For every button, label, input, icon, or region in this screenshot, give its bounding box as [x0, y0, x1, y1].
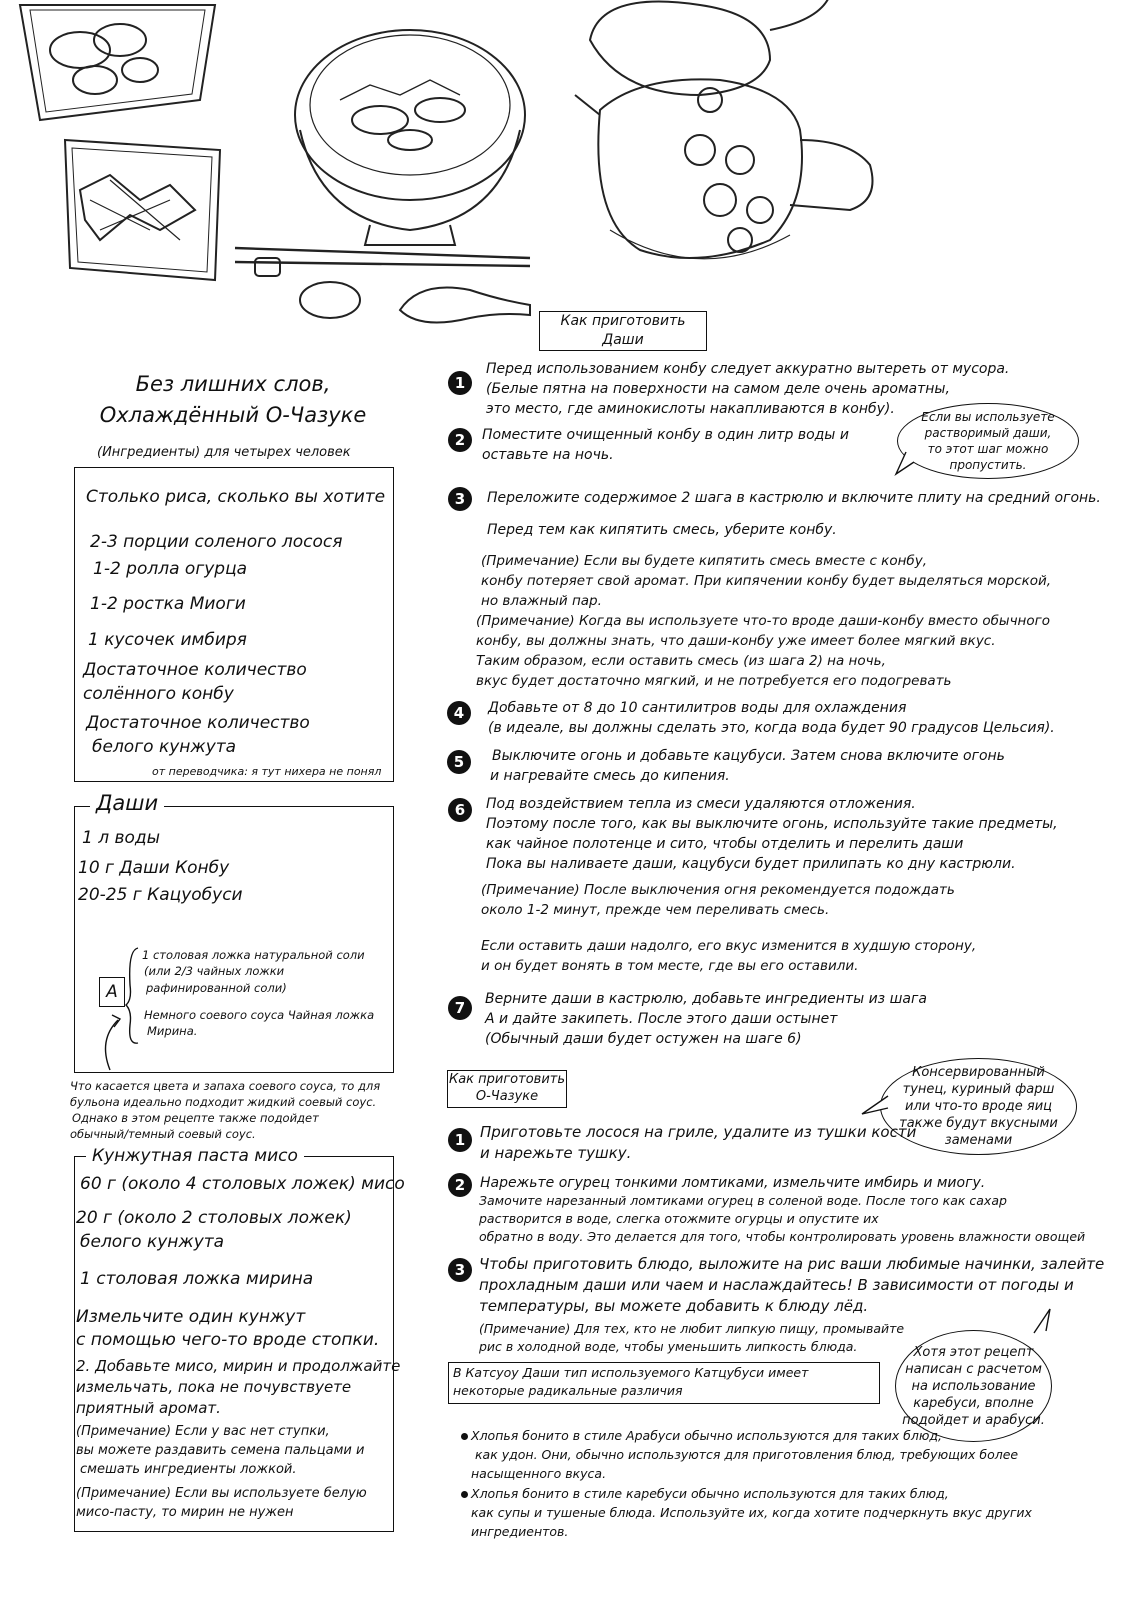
dashi-step3-note: конбу потеряет свой аромат. При кипячении конбу будет выделяться морской,	[481, 573, 1052, 589]
dashi-step7-line: Верните даши в кастрюлю, добавьте ингредиенты из шага	[485, 991, 927, 1007]
instant-dashi-bubble: Если вы используете растворимый даши, то этот шаг можно пропустить.	[897, 403, 1079, 479]
dashi-step2-line: Поместите очищенный конбу в один литр воды и	[482, 427, 849, 443]
sesame-line: приятный аромат.	[76, 1399, 221, 1417]
step-number-icon: 6	[448, 798, 472, 822]
dashi-step6-line: Поэтому после того, как вы выключите огонь, используйте такие предметы,	[486, 816, 1058, 832]
soy-note-line: Что касается цвета и запаха соевого соуса, то для	[70, 1079, 381, 1093]
step-number-icon: 2	[448, 428, 472, 452]
ingredient-item: солённого конбу	[83, 684, 234, 704]
chazuke-step3-note: (Примечание) Для тех, кто не любит липкую пищу, промывайте	[479, 1321, 905, 1336]
bullet-line: как удон. Они, обычно используются для приготовления блюд, требующих более	[475, 1447, 1019, 1462]
dashi-step6-line: Под воздействием тепла из смеси удаляются отложения.	[486, 796, 916, 812]
sesame-title: Кунжутная паста мисо	[86, 1146, 304, 1166]
chazuke-step3-line: температуры, вы можете добавить к блюду лёд.	[479, 1297, 869, 1315]
ingredient-item: 1-2 ростка Миоги	[90, 594, 246, 614]
bracket-arrow-icon	[90, 945, 150, 1075]
dashi-step6-note: около 1-2 минут, прежде чем переливать смесь.	[481, 902, 830, 918]
dashi-item: 1 л воды	[82, 828, 161, 848]
chazuke-step1-line: и нарежьте тушку.	[480, 1144, 632, 1162]
food-illustration	[0, 0, 1129, 335]
sesame-line: смешать ингредиенты ложкой.	[80, 1462, 297, 1477]
dashi-step3-note: конбу, вы должны знать, что даши-конбу уже имеет более мягкий вкус.	[476, 633, 996, 649]
dashi-step3-note: (Примечание) Если вы будете кипятить смесь вместе с конбу,	[481, 553, 928, 569]
chazuke-step2-line: растворится в воде, слегка отожмите огурцы и опустите их	[479, 1211, 879, 1226]
seasoning-line: рафинированной соли)	[146, 981, 287, 995]
dashi-step3-note: вкус будет достаточно мягкий, и не потребуется его подогревать	[476, 673, 952, 689]
sesame-line: 20 г (около 2 столовых ложек)	[76, 1208, 352, 1228]
dashi-item: 10 г Даши Конбу	[78, 858, 230, 878]
sesame-line: с помощью чего-то вроде стопки.	[76, 1330, 380, 1350]
step-number-icon: 2	[448, 1173, 472, 1197]
seasoning-line: (или 2/3 чайных ложки	[144, 964, 285, 978]
soy-note-line: Однако в этом рецепте также подойдет	[72, 1111, 319, 1125]
step-number-icon: 7	[448, 996, 472, 1020]
dashi-step7-line: А и дайте закипеть. После этого даши остынет	[485, 1011, 838, 1027]
sesame-line: вы можете раздавить семена пальцами и	[76, 1443, 365, 1458]
sesame-line: Измельчите один кунжут	[76, 1307, 306, 1327]
chazuke-howto-label: Как приготовить О-Чазуке	[447, 1070, 567, 1108]
dashi-step6-note: Если оставить даши надолго, его вкус изменится в худшую сторону,	[481, 938, 977, 954]
bubble-tail-icon	[1030, 1305, 1060, 1335]
sesame-line: 1 столовая ложка мирина	[80, 1269, 314, 1289]
ingredient-item: 2-3 порции соленого лосося	[90, 532, 343, 552]
dashi-howto-label: Как приготовить Даши	[539, 311, 707, 351]
chazuke-step2-line: обратно в воду. Это делается для того, чтобы контролировать уровень влажности овощей	[479, 1229, 1086, 1244]
dashi-step6-note: и он будет вонять в том месте, где вы его оставили.	[481, 958, 859, 974]
bullet-dot-icon	[461, 1491, 468, 1498]
servings-note: (Ингредиенты) для четырех человек	[97, 445, 351, 460]
dashi-step6-line: как чайное полотенце и сито, чтобы отделить и перелить даши	[486, 836, 964, 852]
translator-note: от переводчика: я тут нихера не понял	[152, 765, 382, 778]
seasoning-line: 1 столовая ложка натуральной соли	[142, 948, 365, 962]
sesame-line: белого кунжута	[80, 1232, 225, 1252]
soy-note-line: обычный/темный соевый соус.	[70, 1127, 256, 1141]
bullet-line: Хлопья бонито в стиле каребуси обычно используются для таких блюд,	[471, 1486, 949, 1501]
dashi-step7-line: (Обычный даши будет остужен на шаге 6)	[485, 1031, 802, 1047]
dashi-step5-line: Выключите огонь и добавьте кацубуси. Затем снова включите огонь	[492, 748, 1005, 764]
katsuo-line: В Катсуоу Даши тип используемого Катцубуси имеет	[453, 1365, 809, 1380]
dashi-step6-note: (Примечание) После выключения огня рекомендуется подождать	[481, 882, 955, 898]
dashi-step3-note: (Примечание) Когда вы используете что-то вроде даши-конбу вместо обычного	[476, 613, 1051, 629]
bullet-line: ингредиентов.	[471, 1524, 569, 1539]
soy-note-line: бульона идеально подходит жидкий соевый соус.	[70, 1095, 377, 1109]
sesame-line: 60 г (около 4 столовых ложек) мисо	[80, 1174, 405, 1194]
ingredient-item: Достаточное количество	[83, 660, 307, 680]
step-number-icon: 4	[447, 701, 471, 725]
bullet-line: Хлопья бонито в стиле Арабуси обычно используются для таких блюд,	[471, 1428, 943, 1443]
sesame-line: измельчать, пока не почувствуете	[76, 1378, 352, 1396]
dashi-step3-line: Переложите содержимое 2 шага в кастрюлю и включите плиту на средний огонь.	[487, 490, 1101, 506]
sesame-line: (Примечание) Если вы используете белую	[76, 1486, 367, 1501]
seasoning-line: Мирина.	[147, 1024, 198, 1038]
chazuke-step3-line: Чтобы приготовить блюдо, выложите на рис ваши любимые начинки, залейте	[479, 1255, 1105, 1273]
step-number-icon: 5	[447, 750, 471, 774]
sesame-line: 2. Добавьте мисо, мирин и продолжайте	[76, 1357, 401, 1375]
ingredient-item: 1 кусочек имбиря	[88, 630, 247, 650]
karebushi-bubble: Хотя этот рецепт написан с расчетом на использование каребуси, вполне подойдет и арабуси.	[895, 1330, 1052, 1442]
seasoning-line: Немного соевого соуса Чайная ложка	[144, 1008, 375, 1022]
ingredient-item: Достаточное количество	[86, 713, 310, 733]
katsuo-line: некоторые радикальные различия	[453, 1383, 683, 1398]
step-number-icon: 1	[448, 1128, 472, 1152]
dashi-step3-line: Перед тем как кипятить смесь, уберите конбу.	[487, 522, 837, 538]
dashi-step5-line: и нагревайте смесь до кипения.	[490, 768, 730, 784]
dashi-step2-line: оставьте на ночь.	[482, 447, 614, 463]
dashi-step6-line: Пока вы наливаете даши, кацубуси будет прилипать ко дну кастрюли.	[486, 856, 1016, 872]
marker-a: A	[99, 977, 125, 1007]
chazuke-step2-main: Нарежьте огурец тонкими ломтиками, измельчите имбирь и миогу.	[480, 1175, 986, 1191]
ingredient-item: 1-2 ролла огурца	[93, 559, 248, 579]
bullet-line: насыщенного вкуса.	[471, 1466, 607, 1481]
ingredient-item: белого кунжута	[92, 737, 237, 757]
bubble-tail-icon	[888, 450, 918, 480]
chazuke-step3-line: прохладным даши или чаем и наслаждайтесь! В зависимости от погоды и	[479, 1276, 1074, 1294]
bubble-tail-icon	[858, 1092, 892, 1122]
chazuke-step1-line: Приготовьте лосося на гриле, удалите из тушки кости	[480, 1123, 917, 1141]
ingredient-item: Столько риса, сколько вы хотите	[86, 487, 386, 507]
sesame-line: (Примечание) Если у вас нет ступки,	[76, 1424, 330, 1439]
bullet-line: как супы и тушеные блюда. Используйте их, когда хотите подчеркнуть вкус других	[471, 1505, 1032, 1520]
dashi-step3-note: но влажный пар.	[481, 593, 602, 609]
recipe-title-line1: Без лишних слов,	[135, 372, 331, 396]
dashi-step3-note: Таким образом, если оставить смесь (из шага 2) на ночь,	[476, 653, 886, 669]
recipe-title-line2: Охлаждённый О-Чазуке	[99, 403, 367, 427]
dashi-step1-line: (Белые пятна на поверхности на самом деле очень ароматны,	[486, 381, 950, 397]
bullet-dot-icon	[461, 1433, 468, 1440]
dashi-step1-line: Перед использованием конбу следует аккуратно вытереть от мусора.	[486, 361, 1010, 377]
dashi-title: Даши	[90, 791, 164, 815]
chazuke-step2-line: Замочите нарезанный ломтиками огурец в соленой воде. После того как сахар	[479, 1193, 1007, 1208]
chazuke-step3-note: рис в холодной воде, чтобы уменьшить липкость блюда.	[479, 1339, 858, 1354]
dashi-step1-line: это место, где аминокислоты накапливаются в конбу).	[486, 401, 895, 417]
dashi-item: 20-25 г Кацуобуси	[78, 885, 243, 905]
step-number-icon: 3	[448, 487, 472, 511]
step-number-icon: 1	[448, 371, 472, 395]
step-number-icon: 3	[448, 1258, 472, 1282]
ingredients-box	[74, 467, 394, 782]
sesame-line: мисо-пасту, то мирин не нужен	[76, 1505, 294, 1520]
substitutes-bubble: Консервированный тунец, куриный фарш или что-то вроде яиц также будут вкусными заменами	[880, 1058, 1077, 1155]
dashi-step4-line: (в идеале, вы должны сделать это, когда вода будет 90 градусов Цельсия).	[488, 720, 1055, 736]
dashi-step4-line: Добавьте от 8 до 10 сантилитров воды для охлаждения	[488, 700, 907, 716]
